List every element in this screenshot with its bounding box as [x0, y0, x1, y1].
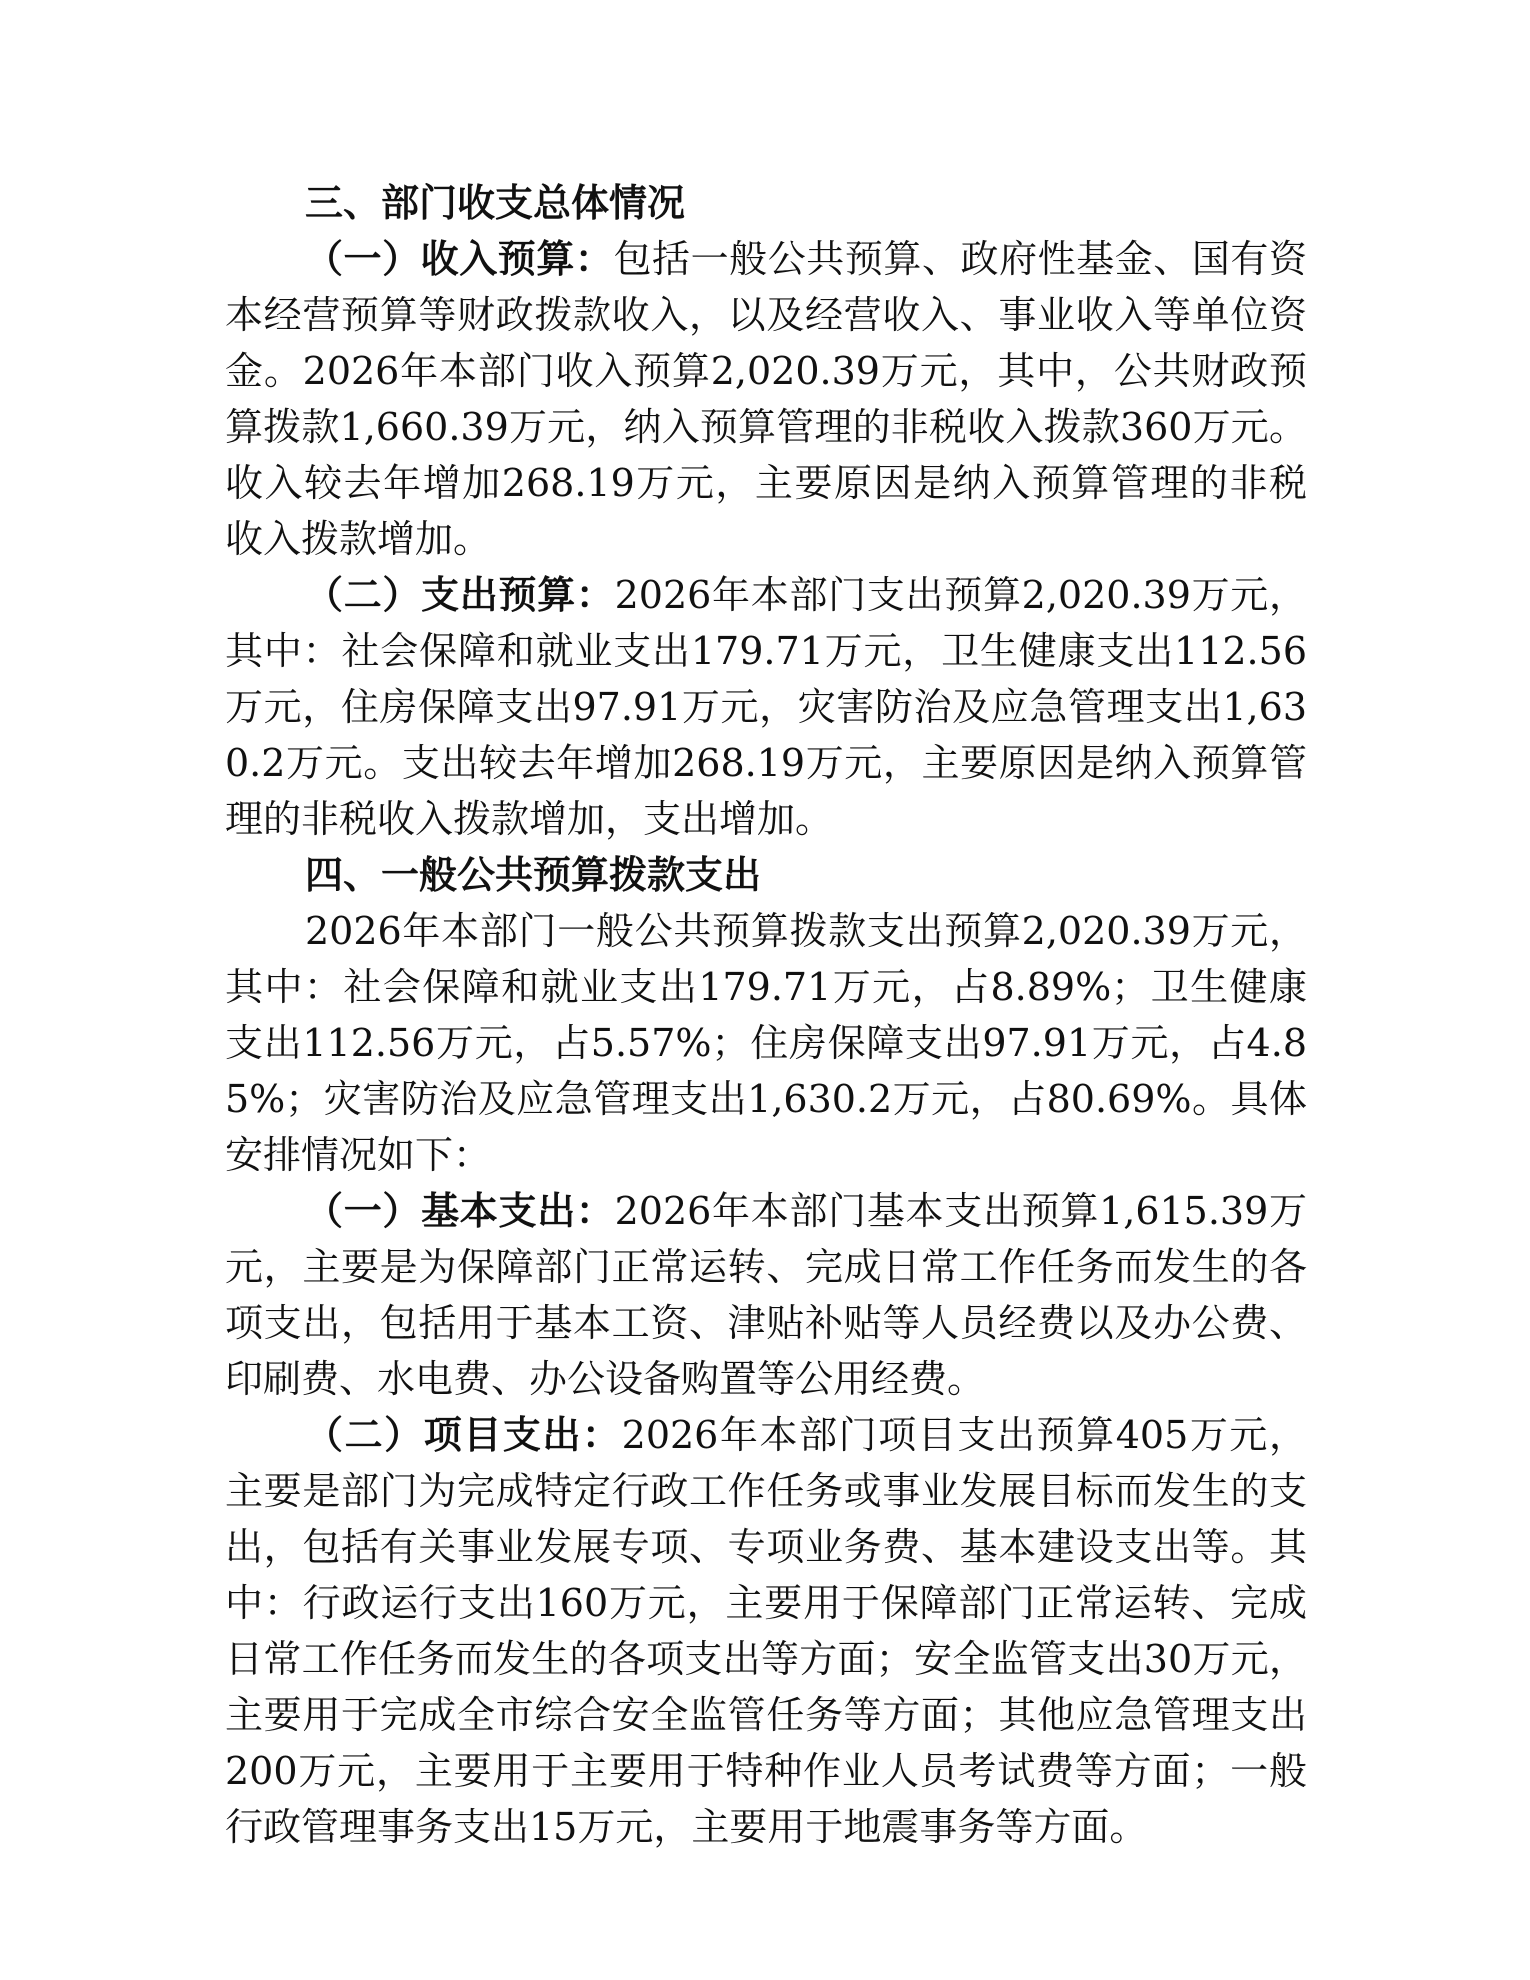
expense-budget-text: 2026年本部门支出预算2,020.39万元，其中：社会保障和就业支出179.71万元，卫生健康支出112.56万元，住房保障支出97.91万元，灾害防治及应急管理支出1,630.2万元。支出较去年增加268.19万元，主要原因是纳入预算管理的非税收入拨款增加，支出增加。 [225, 573, 1307, 841]
income-budget-text: 包括一般公共预算、政府性基金、国有资本经营预算等财政拨款收入，以及经营收入、事业收入等单位资金。2026年本部门收入预算2,020.39万元，其中，公共财政预算拨款1,660.39万元，纳入预算管理的非税收入拨款360万元。收入较去年增加268.19万元，主要原因是纳入预算管理的非税收入拨款增加。 [225, 237, 1307, 561]
income-budget-lead: （一）收入预算： [305, 236, 614, 281]
section-3-heading: 三、部门收支总体情况 [305, 180, 686, 225]
expense-budget-paragraph [225, 567, 1307, 847]
general-budget-intro-paragraph: 2026年本部门一般公共预算拨款支出预算2,020.39万元，其中：社会保障和就业支出179.71万元，占8.89%；卫生健康支出112.56万元，占5.57%；住房保障支出97.91万元，占4.85%；灾害防治及应急管理支出1,630.2万元，占80.69%。具体安排情况如下： [225, 909, 1307, 1177]
income-budget-paragraph [225, 231, 1307, 567]
basic-expense-lead: （一）基本支出： [305, 1188, 615, 1233]
project-expense-text: 2026年本部门项目支出预算405万元，主要是部门为完成特定行政工作任务或事业发展目标而发生的支出，包括有关事业发展专项、专项业务费、基本建设支出等。其中：行政运行支出160万元，主要用于保障部门正常运转、完成日常工作任务而发生的各项支出等方面；安全监管支出30万元，主要用于完成全市综合安全监管任务等方面；其他应急管理支出200万元，主要用于主要用于特种作业人员考试费等方面；一般行政管理事务支出15万元，主要用于地震事务等方面。 [225, 1413, 1307, 1849]
document-page [225, 175, 1307, 1855]
basic-expense-text: 2026年本部门基本支出预算1,615.39万元，主要是为保障部门正常运转、完成日常工作任务而发生的各项支出，包括用于基本工资、津贴补贴等人员经费以及办公费、印刷费、水电费、办公设备购置等公用经费。 [225, 1189, 1307, 1401]
expense-budget-lead: （二）支出预算： [305, 572, 615, 617]
basic-expense-paragraph [225, 1183, 1307, 1407]
project-expense-paragraph [225, 1407, 1307, 1855]
project-expense-lead: （二）项目支出： [305, 1412, 622, 1457]
section-4-heading: 四、一般公共预算拨款支出 [305, 852, 762, 897]
